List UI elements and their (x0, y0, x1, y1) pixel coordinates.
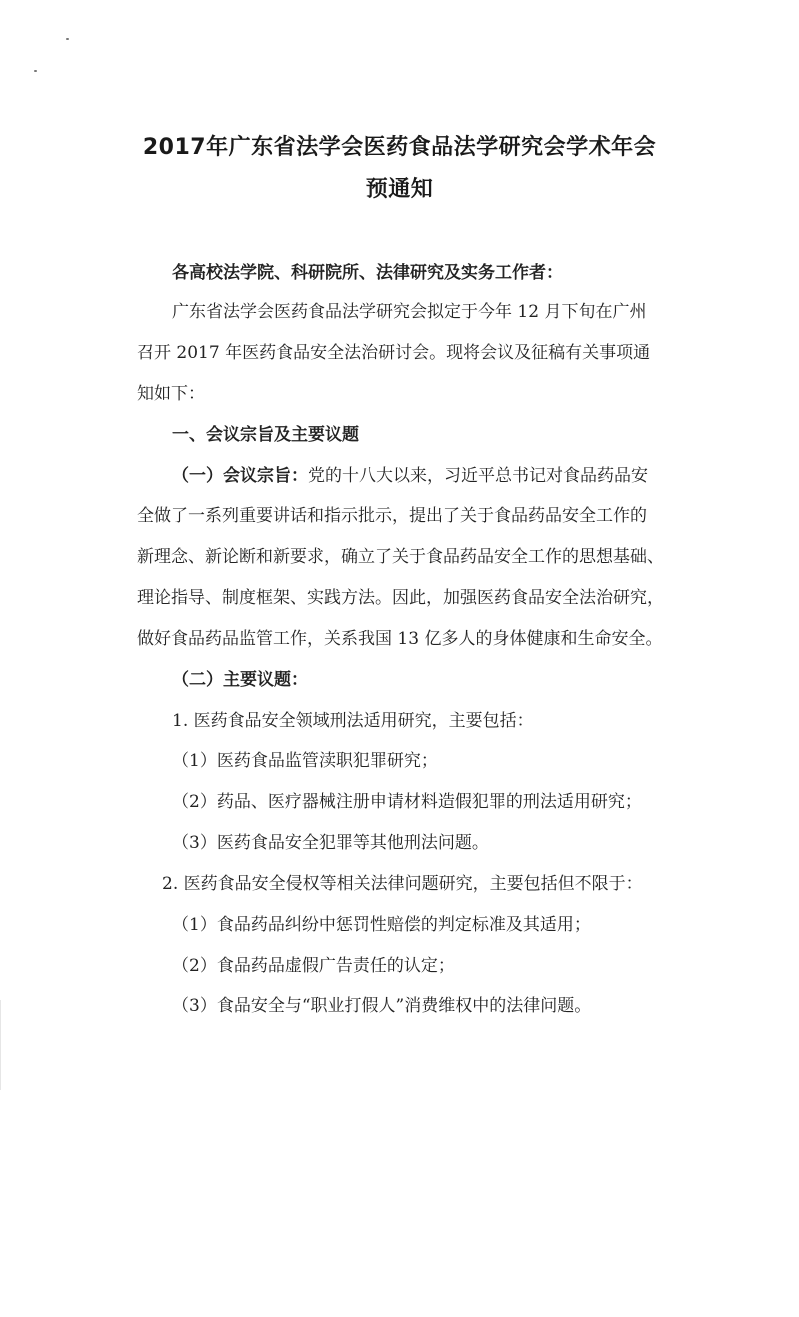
topic1-item: （1）医药食品监管渎职犯罪研究； (172, 751, 438, 771)
section-heading: 一、会议宗旨及主要议题 (172, 425, 359, 445)
scan-speck (66, 38, 69, 40)
scan-speck (34, 70, 37, 72)
purpose-line: 做好食品药品监管工作，关系我国 13 亿多人的身体健康和生命安全。 (137, 629, 663, 649)
topic1-heading: 1. 医药食品安全领域刑法适用研究，主要包括： (172, 711, 534, 731)
scan-edge (0, 1000, 1, 1090)
intro-line: 知如下： (137, 384, 205, 404)
topic2-item: （1）食品药品纠纷中惩罚性赔偿的判定标准及其适用； (172, 915, 591, 935)
purpose-line: 理论指导、制度框架、实践方法。因此，加强医药食品安全法治研究， (137, 588, 664, 608)
topic2-item: （3）食品安全与“职业打假人”消费维权中的法律问题。 (172, 996, 592, 1016)
salutation: 各高校法学院、科研院所、法律研究及实务工作者： (172, 263, 563, 283)
document-title: 2017年广东省法学会医药食品法学研究会学术年会 (142, 135, 657, 160)
purpose-paragraph-first (172, 461, 648, 486)
purpose-line: 全做了一系列重要讲话和指示批示，提出了关于食品药品安全工作的 (137, 506, 647, 526)
topic1-item: （2）药品、医疗器械注册申请材料造假犯罪的刑法适用研究； (172, 792, 642, 812)
topic1-item: （3）医药食品安全犯罪等其他刑法问题。 (172, 833, 489, 853)
purpose-text: 党的十八大以来，习近平总书记对食品药品安 (308, 466, 648, 486)
topic2-item: （2）食品药品虚假广告责任的认定； (172, 956, 455, 976)
purpose-line: 新理念、新论断和新要求，确立了关于食品药品安全工作的思想基础、 (137, 547, 664, 567)
topics-label: （二）主要议题： (172, 670, 308, 690)
intro-line: 召开 2017 年医药食品安全法治研讨会。现将会议及征稿有关事项通 (137, 343, 651, 363)
intro-line: 广东省法学会医药食品法学研究会拟定于今年 12 月下旬在广州 (172, 302, 647, 322)
purpose-label: （一）会议宗旨： (172, 466, 308, 486)
topic2-heading: 2. 医药食品安全侵权等相关法律问题研究，主要包括但不限于： (162, 874, 643, 894)
document-subtitle: 预通知 (365, 177, 434, 202)
